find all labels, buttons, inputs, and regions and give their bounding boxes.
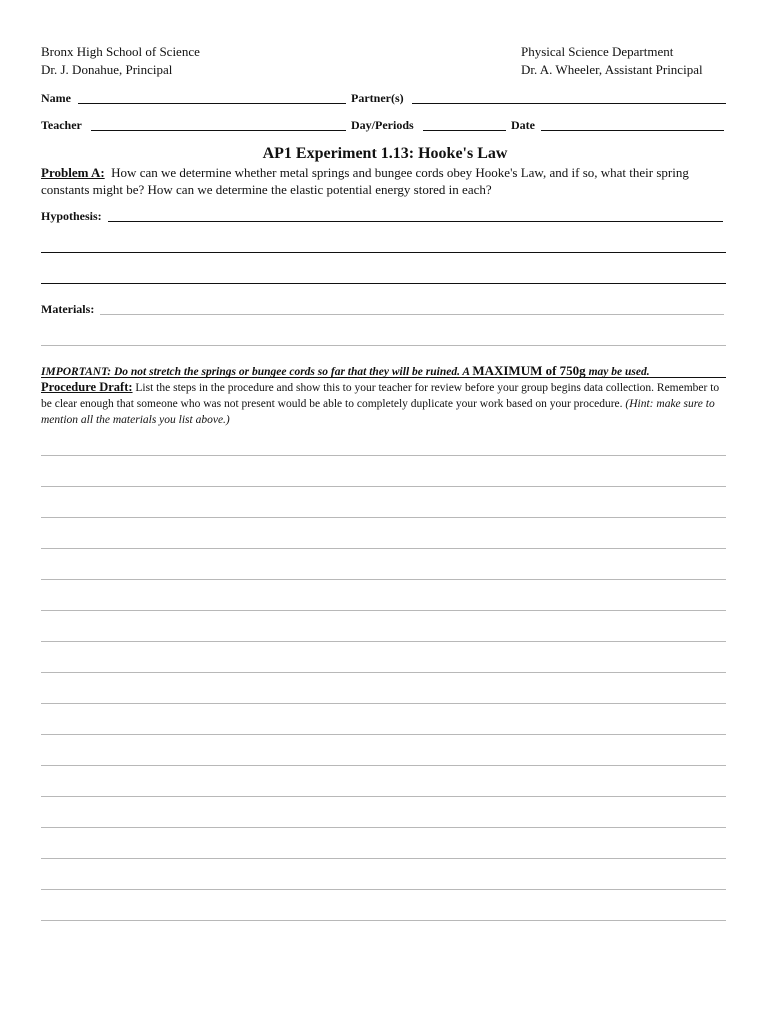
- date-field[interactable]: [541, 130, 724, 131]
- procedure-hint: (Hint: make sure to mention all the materials you list above.): [41, 398, 715, 426]
- procedure-line[interactable]: [41, 517, 726, 518]
- hypothesis-label: Hypothesis:: [41, 209, 102, 223]
- day-periods-field[interactable]: [423, 130, 506, 131]
- procedure-line[interactable]: [41, 548, 726, 549]
- procedure-line[interactable]: [41, 579, 726, 580]
- procedure-line[interactable]: [41, 827, 726, 828]
- hypothesis-line[interactable]: [41, 252, 726, 253]
- problem-statement: [41, 164, 731, 198]
- date-label: Date: [511, 118, 535, 132]
- name-field[interactable]: [78, 103, 346, 104]
- procedure-line[interactable]: [41, 486, 726, 487]
- procedure-instructions: [41, 379, 731, 428]
- hypothesis-line[interactable]: [41, 283, 726, 284]
- materials-line[interactable]: [41, 345, 726, 346]
- hypothesis-line[interactable]: [108, 221, 723, 222]
- important-suffix: may be used.: [585, 366, 650, 378]
- teacher-label: Teacher: [41, 118, 82, 132]
- procedure-line[interactable]: [41, 672, 726, 673]
- teacher-field[interactable]: [91, 130, 346, 131]
- procedure-line[interactable]: [41, 765, 726, 766]
- procedure-line[interactable]: [41, 796, 726, 797]
- procedure-line[interactable]: [41, 920, 726, 921]
- procedure-text: List the steps in the procedure and show this to your teacher for review before your group begins data collection. Remember to be clear enough that someone who was not present would be able to completely duplicate your work based on your procedure.: [41, 382, 720, 410]
- procedure-line[interactable]: [41, 889, 726, 890]
- partners-field[interactable]: [412, 103, 726, 104]
- procedure-line[interactable]: [41, 455, 726, 456]
- procedure-line[interactable]: [41, 734, 726, 735]
- day-periods-label: Day/Periods: [351, 118, 414, 132]
- materials-label: Materials:: [41, 302, 95, 316]
- partners-label: Partner(s): [351, 91, 404, 105]
- principal-name: Dr. J. Donahue, Principal: [41, 62, 173, 77]
- problem-text: How can we determine whether metal springs and bungee cords obey Hooke's Law, and if so, what their spring constants might be? How can we determine the elastic potential energy stored in each?: [41, 165, 689, 197]
- procedure-line[interactable]: [41, 703, 726, 704]
- department-name: Physical Science Department: [521, 44, 674, 59]
- school-name: Bronx High School of Science: [41, 44, 200, 59]
- important-underline: [41, 377, 726, 378]
- materials-line[interactable]: [100, 314, 724, 315]
- important-emphasis: MAXIMUM of 750g: [472, 363, 586, 378]
- procedure-label: Procedure Draft:: [41, 380, 133, 394]
- procedure-line[interactable]: [41, 858, 726, 859]
- procedure-line[interactable]: [41, 641, 726, 642]
- page-title: AP1 Experiment 1.13: Hooke's Law: [262, 145, 508, 162]
- important-prefix: IMPORTANT: Do not stretch the springs or bungee cords so far that they will be ruined. A: [41, 366, 473, 378]
- problem-label: Problem A:: [41, 165, 105, 180]
- name-label: Name: [41, 91, 71, 105]
- assistant-principal-name: Dr. A. Wheeler, Assistant Principal: [521, 62, 703, 77]
- procedure-line[interactable]: [41, 610, 726, 611]
